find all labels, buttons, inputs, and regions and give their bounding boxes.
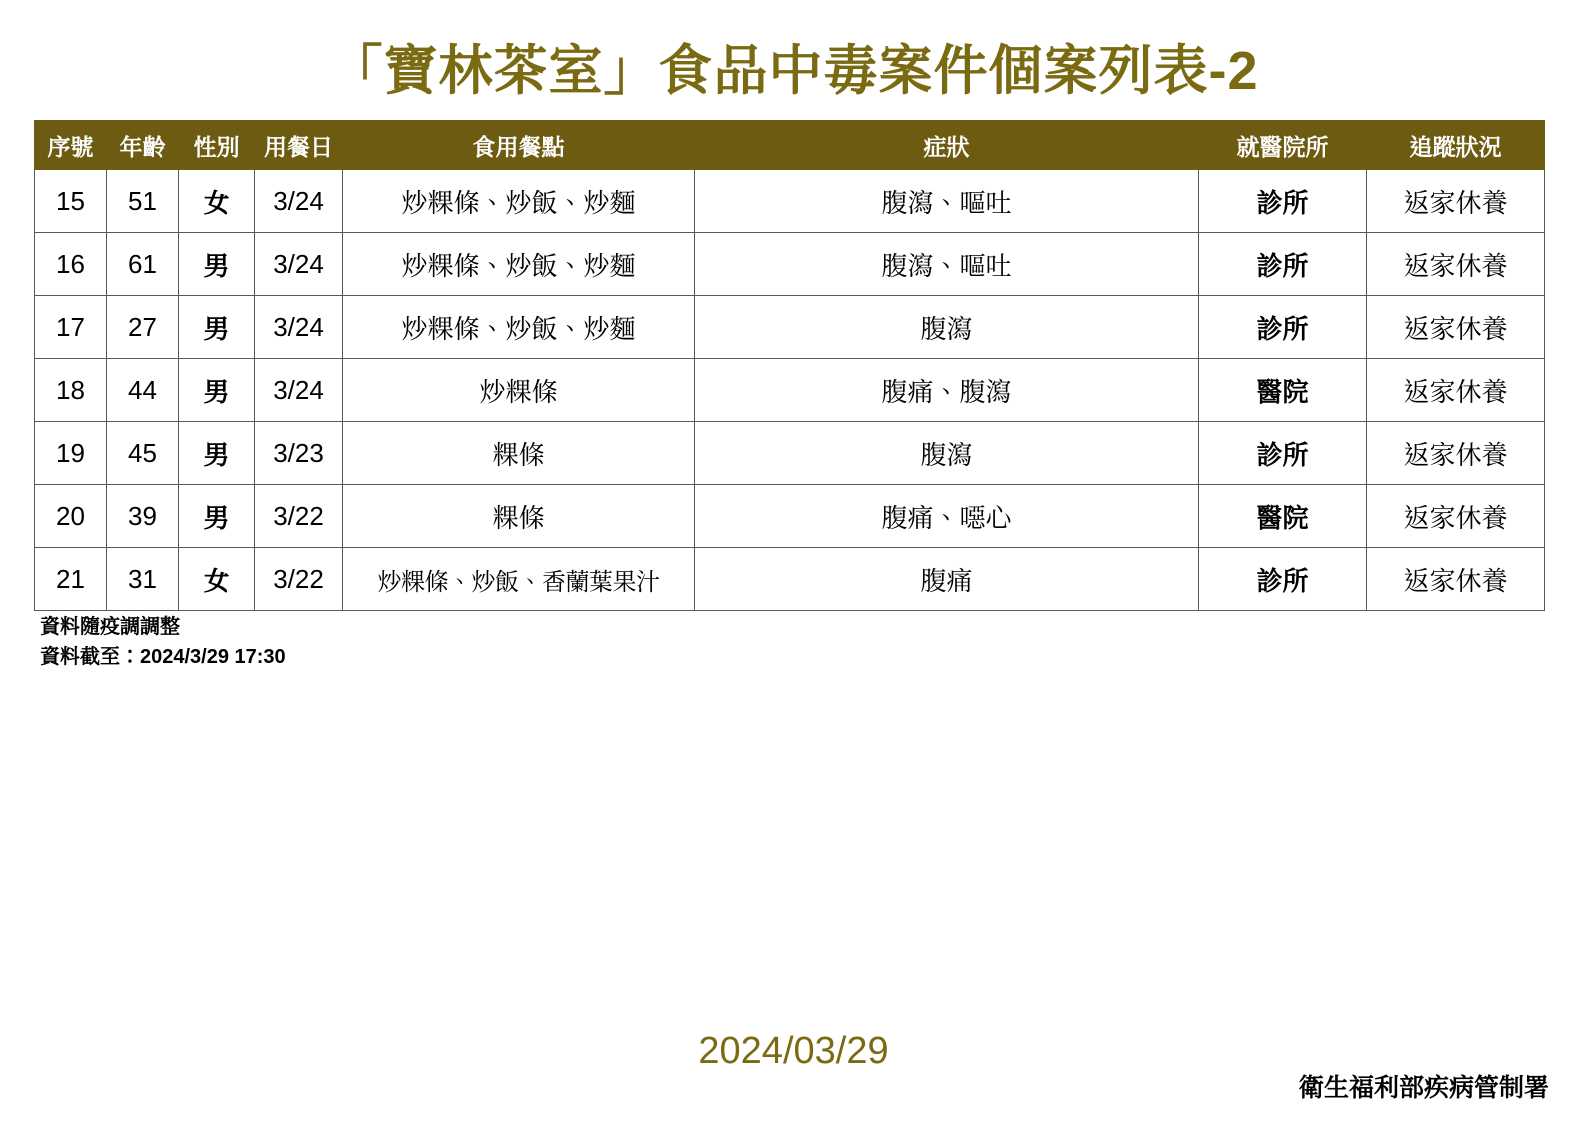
cell-hospital: 診所: [1199, 422, 1367, 485]
cell-age: 27: [107, 296, 179, 359]
cell-age: 45: [107, 422, 179, 485]
cell-follow-up: 返家休養: [1367, 170, 1545, 233]
cell-follow-up: 返家休養: [1367, 359, 1545, 422]
cell-no: 16: [35, 233, 107, 296]
cell-sex: 男: [179, 233, 255, 296]
cell-meal-date: 3/24: [255, 170, 343, 233]
cell-meal: 炒粿條、炒飯、炒麵: [343, 233, 695, 296]
column-header-follow-up: 追蹤狀況: [1367, 121, 1545, 170]
table-row: [35, 296, 1545, 359]
footnote-line-2: 資料截至：2024/3/29 17:30: [40, 646, 286, 668]
cell-sex: 男: [179, 359, 255, 422]
cell-meal-date: 3/24: [255, 296, 343, 359]
case-list-table-container: [34, 120, 1544, 611]
cell-symptoms: 腹瀉: [695, 296, 1199, 359]
cell-meal: 炒粿條: [343, 359, 695, 422]
cell-symptoms: 腹痛、腹瀉: [695, 359, 1199, 422]
cell-meal-date: 3/22: [255, 485, 343, 548]
cell-age: 51: [107, 170, 179, 233]
case-list-table: [34, 120, 1545, 611]
cell-hospital: 醫院: [1199, 485, 1367, 548]
column-header-meal: 食用餐點: [343, 121, 695, 170]
footnotes: [40, 612, 286, 672]
column-header-meal-date: 用餐日: [255, 121, 343, 170]
cell-meal: 炒粿條、炒飯、炒麵: [343, 296, 695, 359]
cell-hospital: 診所: [1199, 170, 1367, 233]
cell-sex: 男: [179, 422, 255, 485]
cell-hospital: 醫院: [1199, 359, 1367, 422]
cell-follow-up: 返家休養: [1367, 233, 1545, 296]
cell-no: 17: [35, 296, 107, 359]
table-header-row: [35, 121, 1545, 170]
table-row: [35, 422, 1545, 485]
table-row: [35, 359, 1545, 422]
cell-no: 20: [35, 485, 107, 548]
table-row: [35, 170, 1545, 233]
cell-meal-date: 3/23: [255, 422, 343, 485]
column-header-hospital: 就醫院所: [1199, 121, 1367, 170]
cell-follow-up: 返家休養: [1367, 548, 1545, 611]
column-header-no: 序號: [35, 121, 107, 170]
cell-meal-date: 3/24: [255, 359, 343, 422]
cell-follow-up: 返家休養: [1367, 422, 1545, 485]
table-row: [35, 485, 1545, 548]
slide-date: 2024/03/29: [698, 1030, 889, 1072]
cell-meal-date: 3/24: [255, 233, 343, 296]
cell-meal: 粿條: [343, 422, 695, 485]
table-row: [35, 548, 1545, 611]
column-header-symptoms: 症狀: [695, 121, 1199, 170]
cell-symptoms: 腹痛: [695, 548, 1199, 611]
page-title: 「寶林茶室」食品中毒案件個案列表-2: [328, 41, 1259, 101]
cell-no: 15: [35, 170, 107, 233]
cell-follow-up: 返家休養: [1367, 296, 1545, 359]
cell-hospital: 診所: [1199, 296, 1367, 359]
column-header-sex: 性別: [179, 121, 255, 170]
cell-symptoms: 腹瀉、嘔吐: [695, 170, 1199, 233]
cell-age: 44: [107, 359, 179, 422]
cell-symptoms: 腹瀉、嘔吐: [695, 233, 1199, 296]
cell-meal: 粿條: [343, 485, 695, 548]
cell-sex: 男: [179, 485, 255, 548]
table-row: [35, 233, 1545, 296]
cell-age: 61: [107, 233, 179, 296]
organization-name: 衛生福利部疾病管制署: [1298, 1074, 1549, 1102]
cell-no: 18: [35, 359, 107, 422]
cell-meal-date: 3/22: [255, 548, 343, 611]
cell-hospital: 診所: [1199, 233, 1367, 296]
cell-hospital: 診所: [1199, 548, 1367, 611]
cell-meal: 炒粿條、炒飯、香蘭葉果汁: [343, 548, 695, 611]
footnote-line-1: 資料隨疫調調整: [40, 616, 180, 638]
cell-symptoms: 腹痛、噁心: [695, 485, 1199, 548]
cell-sex: 女: [179, 548, 255, 611]
cell-no: 19: [35, 422, 107, 485]
cell-follow-up: 返家休養: [1367, 485, 1545, 548]
column-header-age: 年齡: [107, 121, 179, 170]
cell-age: 39: [107, 485, 179, 548]
cell-sex: 男: [179, 296, 255, 359]
cell-sex: 女: [179, 170, 255, 233]
cell-symptoms: 腹瀉: [695, 422, 1199, 485]
cell-meal: 炒粿條、炒飯、炒麵: [343, 170, 695, 233]
cell-age: 31: [107, 548, 179, 611]
cell-no: 21: [35, 548, 107, 611]
